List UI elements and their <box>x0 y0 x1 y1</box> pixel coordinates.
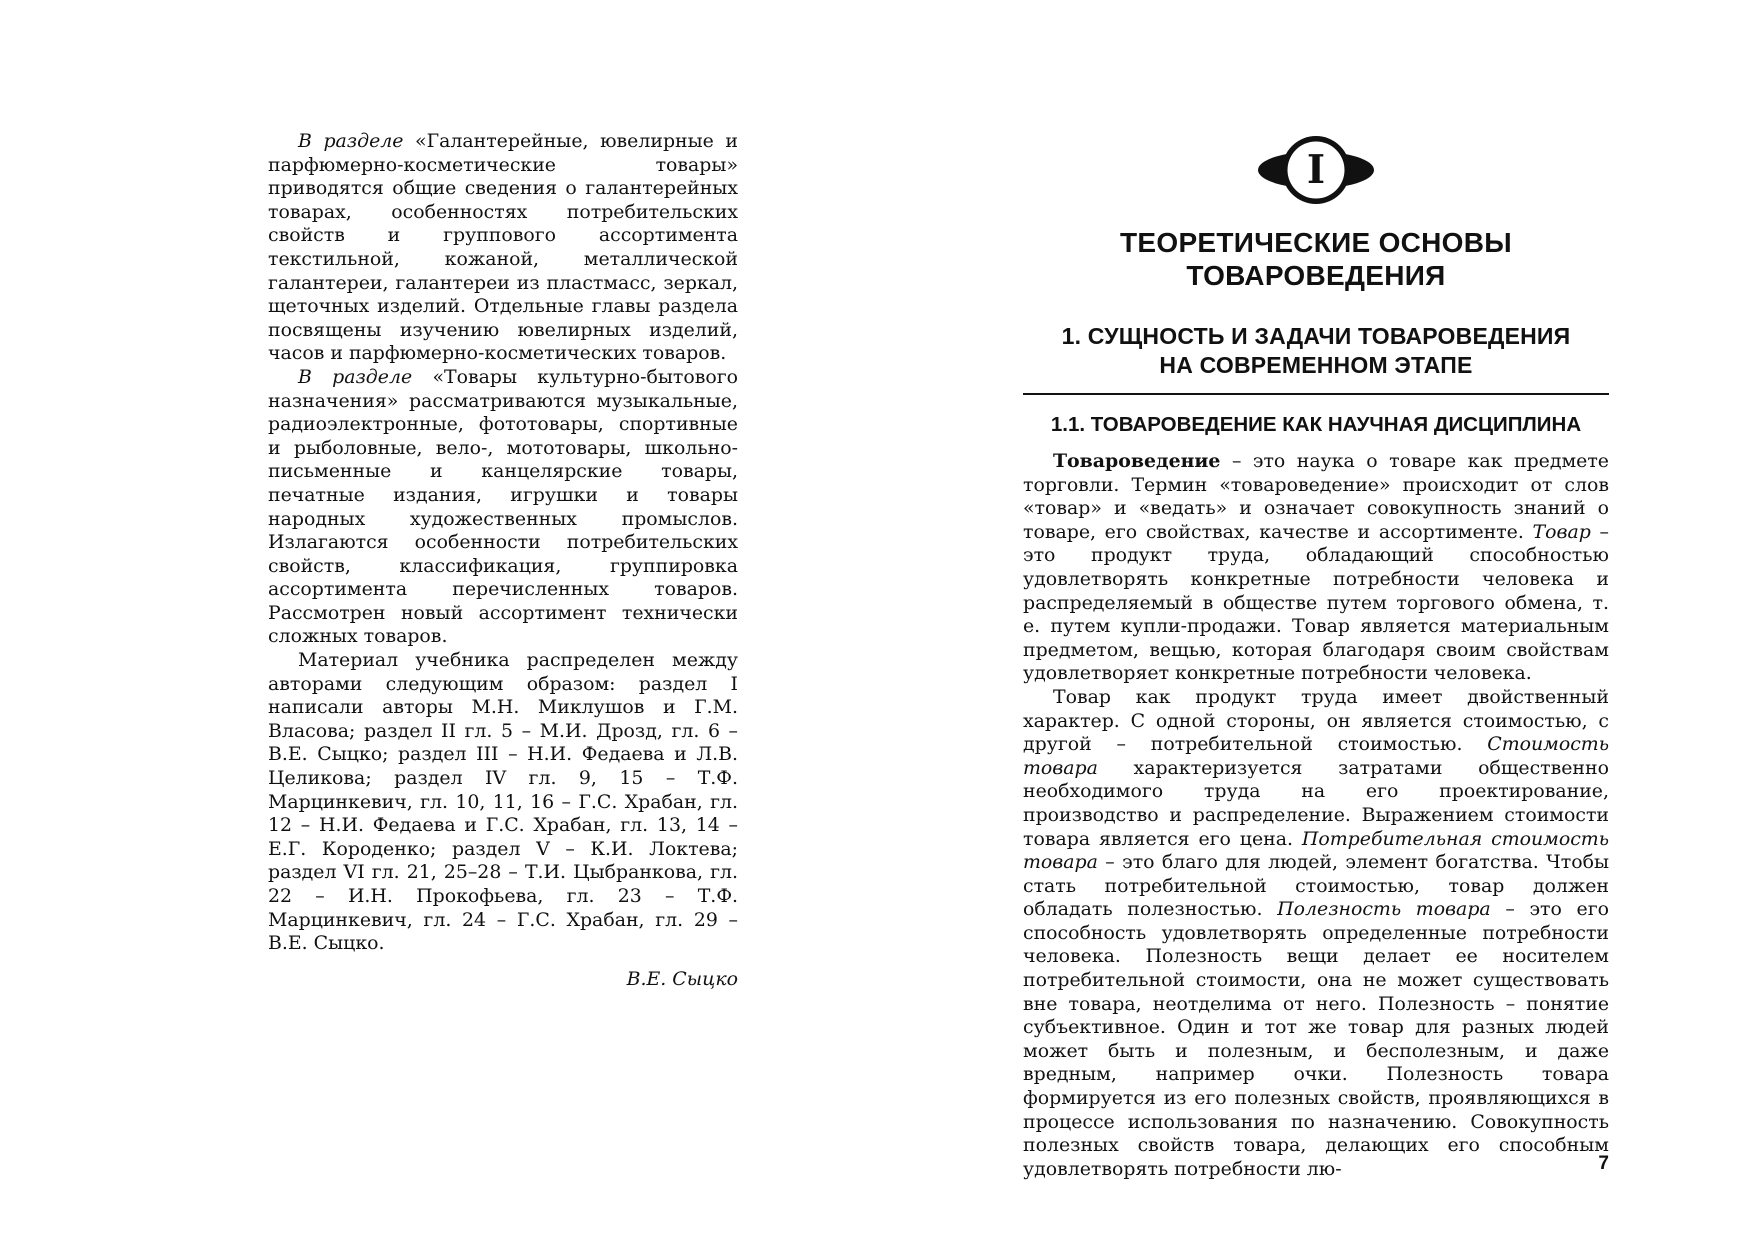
paragraph-text: Товар как продукт труда имеет двойственный характер. С одной стороны, он является стоимостью, с другой – потребительной стоимостью. <box>1023 685 1609 756</box>
page-number: 7 <box>1598 1153 1609 1174</box>
chapter-emblem <box>1258 130 1374 210</box>
term-bold: Товароведение <box>1053 450 1221 472</box>
term-italic: Стоимость товара <box>1023 733 1609 779</box>
paragraph-text: «Галантерейные, ювелирные и парфюмерно-косметические товары» приводятся общие сведения о галантерейных товарах, особенностях потребительских свойств и группового ассортимента текстильной, кожаной, металлической галантереи, галантереи из пластмасс, зеркал, щеточных изделий. Отдельные главы раздела посвящены изучению ювелирных изделий, часов и парфюмерно-косметических товаров. <box>268 130 738 365</box>
chapter-numeral: I <box>1306 147 1326 193</box>
paragraph-dual-nature <box>1023 686 1609 1181</box>
right-page <box>1023 130 1609 1181</box>
chapter-title-line: ТОВАРОВЕДЕНИЯ <box>1186 260 1446 291</box>
term-italic: Потребительная стоимость товара <box>1023 827 1609 874</box>
chapter-title-line: ТЕОРЕТИЧЕСКИЕ ОСНОВЫ <box>1119 227 1512 258</box>
paragraph-kulturno-bytovye <box>268 366 738 649</box>
author-signature: В.Е. Сыцко <box>626 967 738 990</box>
section-title-line: НА СОВРЕМЕННОМ ЭТАПЕ <box>1159 352 1473 378</box>
paragraph-authors <box>268 649 738 956</box>
left-page <box>268 130 738 991</box>
section-title <box>1023 322 1609 380</box>
paragraph-lead: В разделе <box>298 365 413 388</box>
paragraph-lead: В разделе <box>298 130 404 152</box>
paragraph-text: характеризуется затратами общественно необходимого труда на его проектирование, производство и распределение. Выражением стоимости товара является его цена. <box>1023 756 1609 850</box>
paragraph-text: – это благо для людей, элемент богатства. Чтобы стать потребительной стоимостью, товар должен обладать полезностью. <box>1023 851 1609 921</box>
section-title-line: 1. СУЩНОСТЬ И ЗАДАЧИ ТОВАРОВЕДЕНИЯ <box>1061 323 1571 349</box>
paragraph-text: – это его способность удовлетворять определенные потребности человека. Полезность вещи делает ее носителем потребительной стоимости, она не может существовать вне товара, неотделима от него. Полезность – понятие субъективное. Один и тот же товар для разных людей может быть и полезным, и бесполезным, и даже вредным, например очки. Полезность товара формируется из его полезных свойств, проявляющихся в процессе использования по назначению. Совокупность полезных свойств товара, делающих его способным удовлетворять потребности лю- <box>1023 898 1609 1180</box>
term-italic: Полезность товара <box>1277 898 1491 921</box>
paragraph-text: Материал учебника распределен между авторами следующим образом: раздел I написали авторы М.Н. Миклушов и Г.М. Власова; раздел II гл. 5 – М.И. Дрозд, гл. 6 – В.Е. Сыцко; раздел III – Н.И. Федаева и Л.В. Целикова; раздел IV гл. 9, 15 – Т.Ф. Марцинкевич, гл. 10, 11, 16 – Г.С. Храбан, гл. 12 – Н.И. Федаева и Г.С. Храбан, гл. 13, 14 – Е.Г. Короденко; раздел V – К.И. Локтева; раздел VI гл. 21, 25–28 – Т.И. Цыбранкова, гл. 22 – И.Н. Прокофьева, гл. 23 – Т.Ф. Марцинкевич, гл. 24 – Г.С. Храбан, гл. 29 – В.Е. Сыцко. <box>268 649 738 955</box>
term-italic: Товар <box>1532 520 1591 543</box>
paragraph-galantereya <box>268 130 738 366</box>
chapter-title <box>1023 226 1609 292</box>
paragraph-definition <box>1023 450 1609 686</box>
paragraph-text: – это продукт труда, обладающий способностью удовлетворять конкретные потребности человека и распределяемый в обществе путем торгового обмена, т. е. путем купли-продажи. Товар является материальным предметом, вещью, которая благодаря своим свойствам удовлетворяет конкретные потребности человека. <box>1023 520 1609 685</box>
paragraph-text: «Товары культурно-бытового назначения» рассматриваются музыкальные, радиоэлектронные, фототовары, спортивные и рыболовные, вело-, мототовары, школьно-письменные и канцелярские товары, печатные издания, игрушки и товары народных художественных промыслов. Излагаются особенности потребительских свойств, классификация, группировка ассортимента перечисленных товаров. Рассмотрен новый ассортимент технически сложных товаров. <box>268 365 738 648</box>
paragraph-text: – это наука о товаре как предмете торговли. Термин «товароведение» происходит от слов «товар» и «ведать» и означает совокупность знаний о товаре, его свойствах, качестве и ассортименте. <box>1023 450 1609 543</box>
subsection-title: 1.1. ТОВАРОВЕДЕНИЕ КАК НАУЧНАЯ ДИСЦИПЛИНА <box>1050 413 1582 436</box>
section-divider <box>1023 393 1609 395</box>
